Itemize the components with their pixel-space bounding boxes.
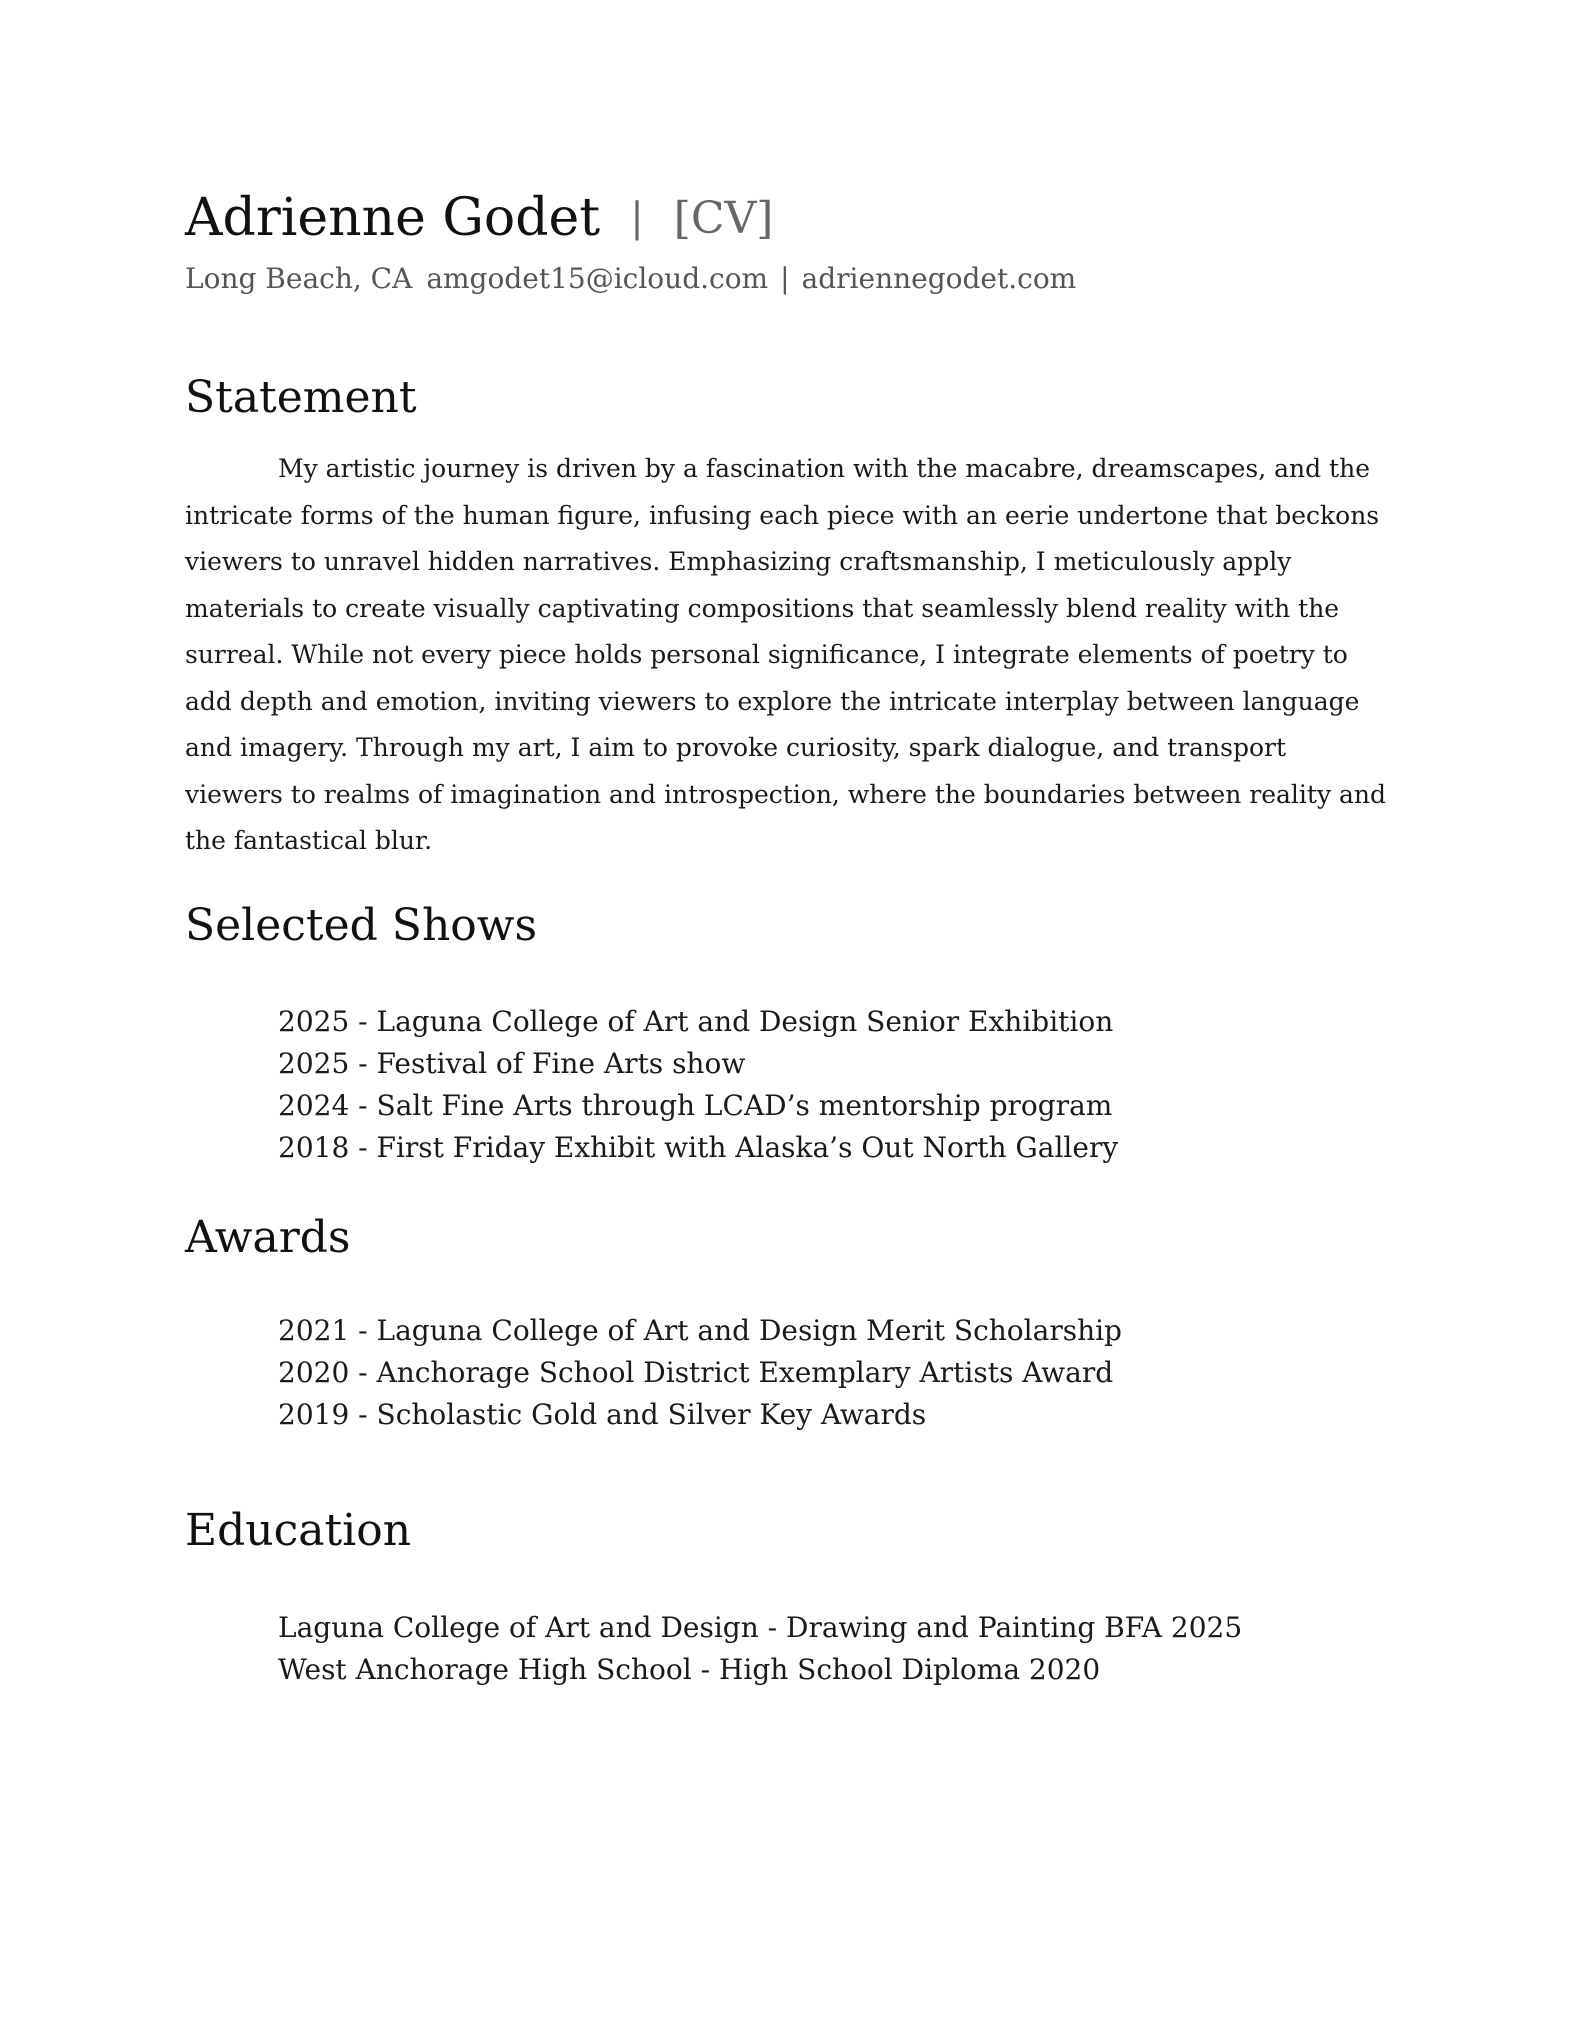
list-item: 2021 - Laguna College of Art and Design Merit Scholarship: [278, 1314, 1122, 1347]
contact-line: [185, 262, 1076, 295]
list-item: 2025 - Laguna College of Art and Design Senior Exhibition: [278, 1005, 1114, 1038]
cv-header: [185, 188, 773, 248]
awards-heading: Awards: [185, 1212, 351, 1263]
artist-name: Adrienne Godet: [185, 188, 601, 248]
contact-website[interactable]: adriennegodet.com: [801, 262, 1077, 295]
awards-list: [278, 1310, 1122, 1436]
statement-heading: Statement: [185, 372, 417, 423]
cv-tag: [CV]: [673, 193, 774, 244]
header-separator: |: [630, 195, 644, 241]
contact-email[interactable]: amgodet15@icloud.com: [426, 262, 769, 295]
education-list: [278, 1607, 1242, 1691]
list-item: 2025 - Festival of Fine Arts show: [278, 1047, 746, 1080]
list-item: 2018 - First Friday Exhibit with Alaska’s Out North Gallery: [278, 1131, 1119, 1164]
selected-shows-heading: Selected Shows: [185, 900, 538, 951]
education-heading: Education: [185, 1505, 412, 1556]
list-item: 2019 - Scholastic Gold and Silver Key Awards: [278, 1398, 927, 1431]
list-item: 2024 - Salt Fine Arts through LCAD’s mentorship program: [278, 1089, 1113, 1122]
list-item: Laguna College of Art and Design - Drawing and Painting BFA 2025: [278, 1611, 1243, 1644]
selected-shows-list: [278, 1001, 1118, 1169]
list-item: West Anchorage High School - High School Diploma 2020: [278, 1653, 1101, 1686]
contact-location: Long Beach, CA: [185, 262, 413, 295]
list-item: 2020 - Anchorage School District Exemplary Artists Award: [278, 1356, 1114, 1389]
statement-text: My artistic journey is driven by a fascination with the macabre, dreamscapes, and the intricate forms of the human figure, infusing each piece with an eerie undertone that beckons viewers to unravel hidden narratives. Emphasizing craftsmanship, I meticulously apply materials to create visually captivating compositions that seamlessly blend reality with the surreal. While not every piece holds personal significance, I integrate elements of poetry to add depth and emotion, inviting viewers to explore the intricate interplay between language and imagery. Through my art, I aim to provoke curiosity, spark dialogue, and transport viewers to realms of imagination and introspection, where the boundaries between reality and the fantastical blur.: [185, 454, 1387, 855]
contact-separator: |: [780, 262, 790, 295]
